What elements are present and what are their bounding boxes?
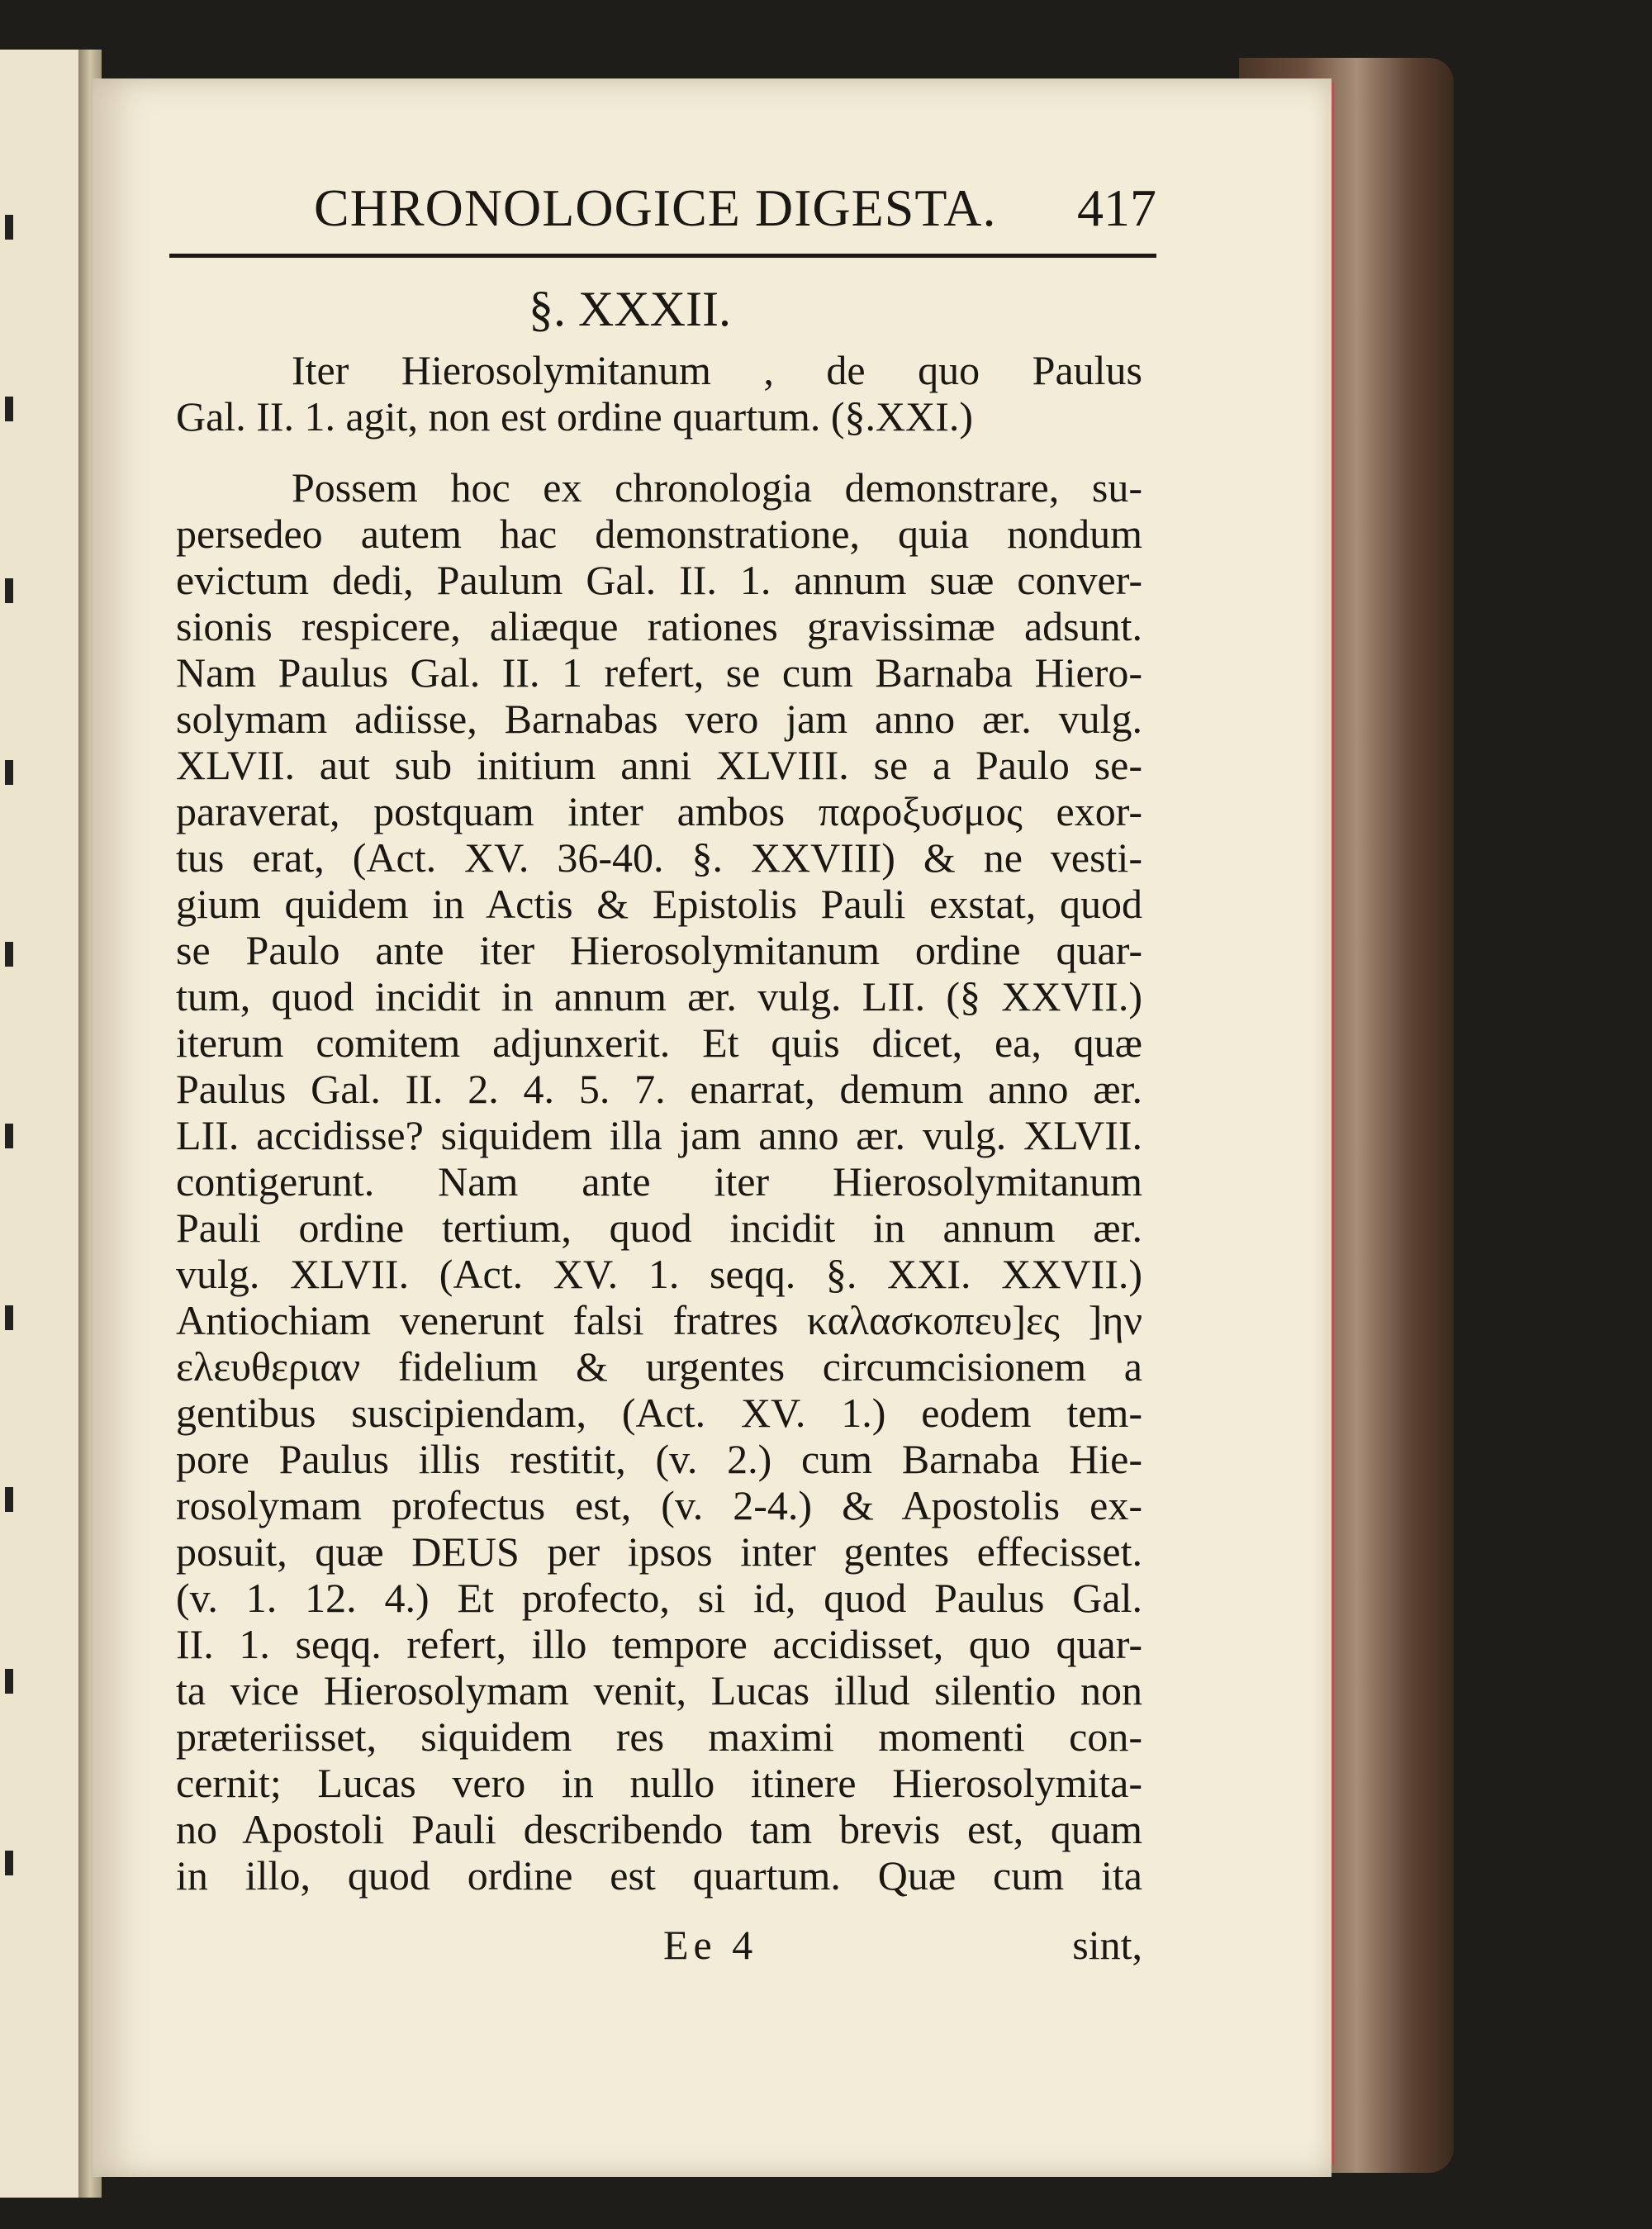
text-line: tum, quod incidit in annum ær. vulg. LII. (§ XXVII.) bbox=[176, 973, 1142, 1019]
body-text bbox=[176, 347, 1142, 1899]
text-line: persedeo autem hac demonstratione, quia nondum bbox=[176, 511, 1142, 557]
text-line: cernit; Lucas vero in nullo itinere Hierosolymita- bbox=[176, 1760, 1142, 1806]
text-line: Antiochiam venerunt falsi fratres καλασκοπευ]ες ]ην bbox=[176, 1297, 1142, 1343]
page-footer bbox=[176, 1921, 1142, 1967]
left-page-edge bbox=[0, 50, 81, 2198]
text-line: paraverat, postquam inter ambos παροξυσμος exor- bbox=[176, 788, 1142, 834]
text-line: posuit, quæ DEUS per ipsos inter gentes effecisset. bbox=[176, 1528, 1142, 1575]
text-line: II. 1. seqq. refert, illo tempore accidisset, quo quar- bbox=[176, 1621, 1142, 1667]
text-line: gentibus suscipiendam, (Act. XV. 1.) eodem tem- bbox=[176, 1390, 1142, 1436]
text-line: tus erat, (Act. XV. 36-40. §. XXVIII) & ne vesti- bbox=[176, 834, 1142, 881]
left-page-text-fragment bbox=[5, 1851, 13, 1875]
text-line: pore Paulus illis restitit, (v. 2.) cum Barnaba Hie- bbox=[176, 1436, 1142, 1482]
text-line: Nam Paulus Gal. II. 1 refert, se cum Barnaba Hiero- bbox=[176, 649, 1142, 696]
text-line: Iter Hierosolymitanum , de quo Paulus bbox=[292, 347, 1142, 393]
text-line: Paulus Gal. II. 2. 4. 5. 7. enarrat, demum anno ær. bbox=[176, 1066, 1142, 1112]
text-line: Pauli ordine tertium, quod incidit in annum ær. bbox=[176, 1205, 1142, 1251]
text-line: iterum comitem adjunxerit. Et quis dicet, ea, quæ bbox=[176, 1019, 1142, 1066]
left-page-text-fragment bbox=[5, 215, 13, 240]
text-line: Possem hoc ex chronologia demonstrare, su- bbox=[292, 464, 1142, 511]
text-line: contigerunt. Nam ante iter Hierosolymitanum bbox=[176, 1158, 1142, 1205]
text-line: XLVII. aut sub initium anni XLVIII. se a Paulo se- bbox=[176, 742, 1142, 788]
head-rule bbox=[169, 254, 1156, 258]
text-line: vulg. XLVII. (Act. XV. 1. seqq. §. XXI. XXVII.) bbox=[176, 1251, 1142, 1297]
left-page-text-fragment bbox=[5, 1305, 13, 1330]
text-line: præteriisset, siquidem res maximi momenti con- bbox=[176, 1713, 1142, 1760]
text-line: in illo, quod ordine est quartum. Quæ cum ita bbox=[176, 1852, 1142, 1899]
catchword: sint, bbox=[1072, 1922, 1142, 1968]
left-page-text-fragment bbox=[5, 578, 13, 603]
left-page-text-fragment bbox=[5, 1487, 13, 1512]
left-page-text-fragment bbox=[5, 1669, 13, 1694]
text-line: ελευθεριαν fidelium & urgentes circumcisionem a bbox=[176, 1343, 1142, 1390]
running-title: CHRONOLOGICE DIGESTA. bbox=[314, 178, 997, 237]
text-line: (v. 1. 12. 4.) Et profecto, si id, quod Paulus Gal. bbox=[176, 1575, 1142, 1621]
text-line: sionis respicere, aliæque rationes gravissimæ adsunt. bbox=[176, 603, 1142, 649]
text-line: gium quidem in Actis & Epistolis Pauli exstat, quod bbox=[176, 881, 1142, 927]
section-heading: §. XXXII. bbox=[529, 282, 731, 336]
running-head bbox=[169, 178, 1156, 260]
text-line: no Apostoli Pauli describendo tam brevis est, quam bbox=[176, 1806, 1142, 1852]
signature-mark: Ee 4 bbox=[663, 1922, 758, 1968]
text-line: evictum dedi, Paulum Gal. II. 1. annum suæ conver- bbox=[176, 557, 1142, 603]
left-page-text-fragment bbox=[5, 1124, 13, 1148]
left-page-text-fragment bbox=[5, 942, 13, 967]
text-line: se Paulo ante iter Hierosolymitanum ordine quar- bbox=[176, 927, 1142, 973]
text-line: Gal. II. 1. agit, non est ordine quartum. (§.XXI.) bbox=[176, 393, 974, 440]
page-number: 417 bbox=[1077, 178, 1156, 237]
text-line: solymam adiisse, Barnabas vero jam anno ær. vulg. bbox=[176, 696, 1142, 742]
text-line: LII. accidisse? siquidem illa jam anno ær. vulg. XLVII. bbox=[176, 1112, 1142, 1158]
left-page-text-fragment bbox=[5, 760, 13, 785]
left-page-text-fragment bbox=[5, 397, 13, 421]
text-line: rosolymam profectus est, (v. 2-4.) & Apostolis ex- bbox=[176, 1482, 1142, 1528]
text-line: ta vice Hierosolymam venit, Lucas illud silentio non bbox=[176, 1667, 1142, 1713]
